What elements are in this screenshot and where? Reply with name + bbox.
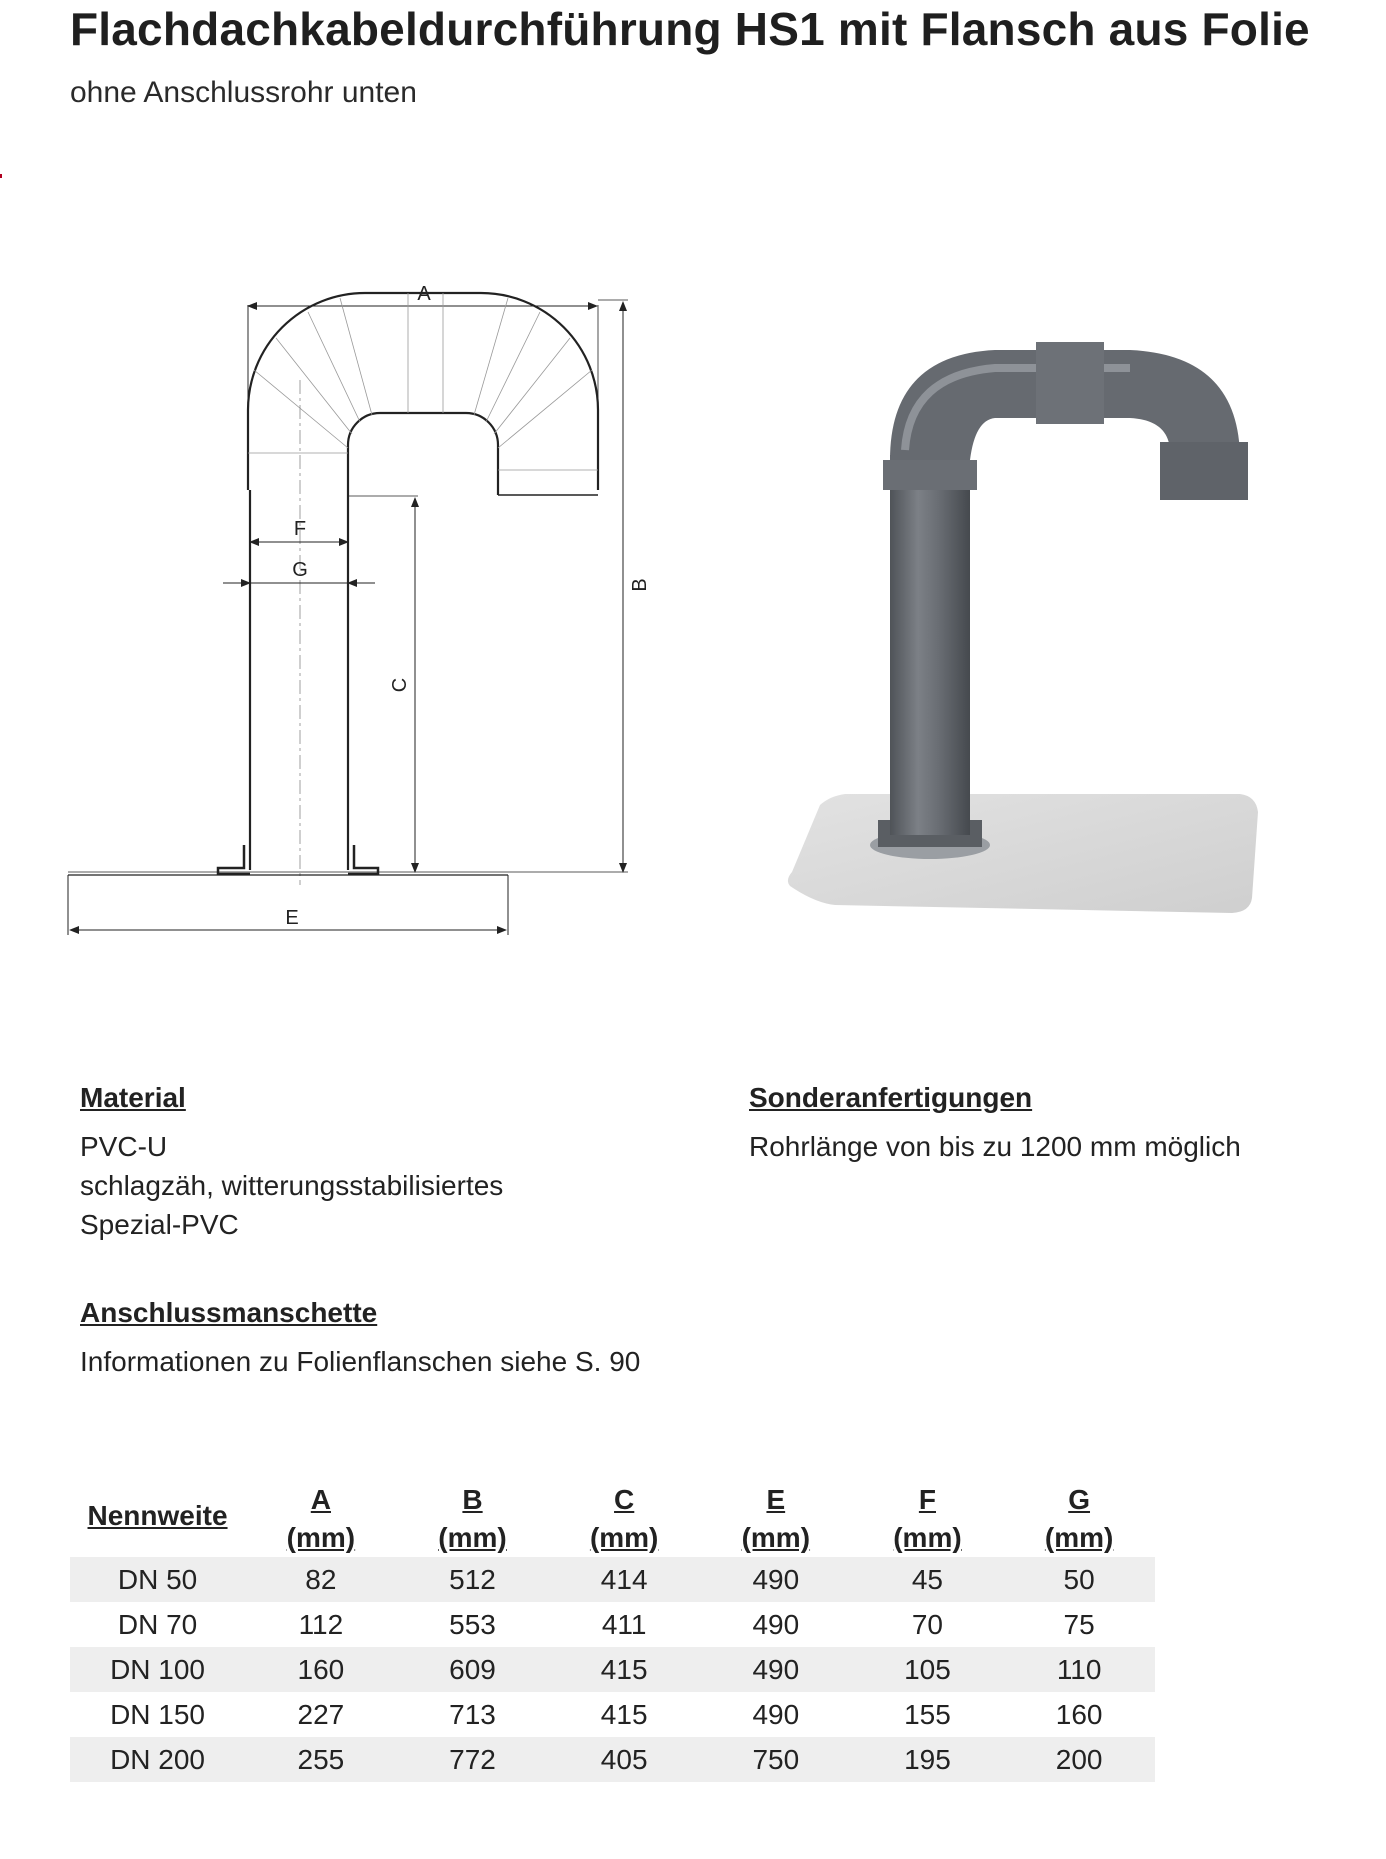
cell-b: 512	[397, 1557, 549, 1602]
cell-c: 414	[548, 1557, 700, 1602]
cell-a: 112	[298, 1608, 344, 1640]
material-text	[80, 1127, 503, 1244]
header-a: A (mm)	[286, 1484, 356, 1553]
dimensions-table	[70, 1475, 1155, 1782]
cell-a: 227	[297, 1698, 345, 1730]
page-title: Flachdachkabeldurchführung HS1 mit Flansch aus Folie	[70, 3, 1310, 55]
product-photo	[780, 320, 1360, 920]
anschluss-heading: Anschlussmanschette	[80, 1297, 378, 1328]
table-header-row	[70, 1475, 1155, 1557]
table-row	[70, 1557, 1155, 1602]
drawing-lines	[68, 293, 628, 935]
cell-e: 490	[752, 1698, 800, 1730]
technical-drawing	[68, 270, 651, 960]
cell-e: 490	[700, 1557, 852, 1602]
dim-label-a: A	[417, 283, 431, 305]
sonder-text	[749, 1127, 1241, 1166]
sonder-heading: Sonderanfertigungen	[749, 1082, 1033, 1113]
dim-label-f: F	[293, 518, 307, 540]
cell-b: 772	[397, 1737, 549, 1782]
cell-e: 490	[752, 1608, 800, 1640]
table-row	[70, 1602, 1155, 1647]
cell-f: 70	[911, 1608, 944, 1640]
cell-nennweite: DN 50	[70, 1557, 245, 1602]
dim-label-c: C	[389, 677, 411, 693]
cell-g: 200	[1003, 1737, 1155, 1782]
anschluss-text	[80, 1342, 640, 1381]
cell-f: 45	[852, 1557, 1004, 1602]
header-f: F (mm)	[893, 1484, 962, 1553]
cell-nennweite: DN 70	[117, 1608, 198, 1640]
cell-a: 82	[245, 1557, 397, 1602]
cell-c: 415	[548, 1647, 700, 1692]
table-row	[70, 1737, 1155, 1782]
header-e: E (mm)	[741, 1484, 811, 1553]
material-line: Spezial-PVC	[80, 1209, 239, 1240]
cell-a: 160	[245, 1647, 397, 1692]
page-subtitle: ohne Anschlussrohr unten	[70, 76, 417, 109]
cell-f: 105	[852, 1647, 1004, 1692]
cell-nennweite: DN 150	[110, 1698, 205, 1730]
dim-label-b: B	[629, 578, 651, 592]
cell-g: 50	[1003, 1557, 1155, 1602]
cell-f: 155	[904, 1698, 951, 1730]
dim-label-e: E	[285, 907, 299, 929]
cell-g: 75	[1063, 1608, 1095, 1640]
header-g: G (mm)	[1044, 1484, 1114, 1553]
cell-f: 195	[852, 1737, 1004, 1782]
vertical-pipe	[890, 455, 970, 835]
cell-e: 750	[700, 1737, 852, 1782]
header-c: C (mm)	[589, 1484, 659, 1553]
sonder-line: Rohrlänge von bis zu 1200 mm möglich	[749, 1131, 1241, 1162]
cell-nennweite: DN 100	[70, 1647, 245, 1692]
foil-flange	[788, 794, 1258, 913]
material-line: PVC-U	[80, 1131, 168, 1162]
material-line: schlagzäh, witterungsstabilisiertes	[80, 1170, 504, 1201]
margin-mark	[0, 174, 2, 178]
cell-b: 553	[449, 1608, 496, 1640]
material-heading: Material	[80, 1082, 186, 1113]
cell-b: 713	[449, 1698, 496, 1730]
cell-b: 609	[397, 1647, 549, 1692]
table-row	[70, 1692, 1155, 1737]
cell-c: 411	[601, 1608, 647, 1640]
header-nennweite: Nennweite	[87, 1500, 228, 1531]
table-row	[70, 1647, 1155, 1692]
anschluss-line: Informationen zu Folienflanschen siehe S. 90	[80, 1346, 641, 1377]
cell-a: 255	[245, 1737, 397, 1782]
header-b: B (mm)	[438, 1484, 507, 1553]
cell-nennweite: DN 200	[70, 1737, 245, 1782]
cell-g: 110	[1003, 1647, 1155, 1692]
cell-g: 160	[1055, 1698, 1103, 1730]
cell-c: 405	[548, 1737, 700, 1782]
cell-e: 490	[700, 1647, 852, 1692]
dim-label-g: G	[292, 559, 308, 581]
cell-c: 415	[600, 1698, 648, 1730]
